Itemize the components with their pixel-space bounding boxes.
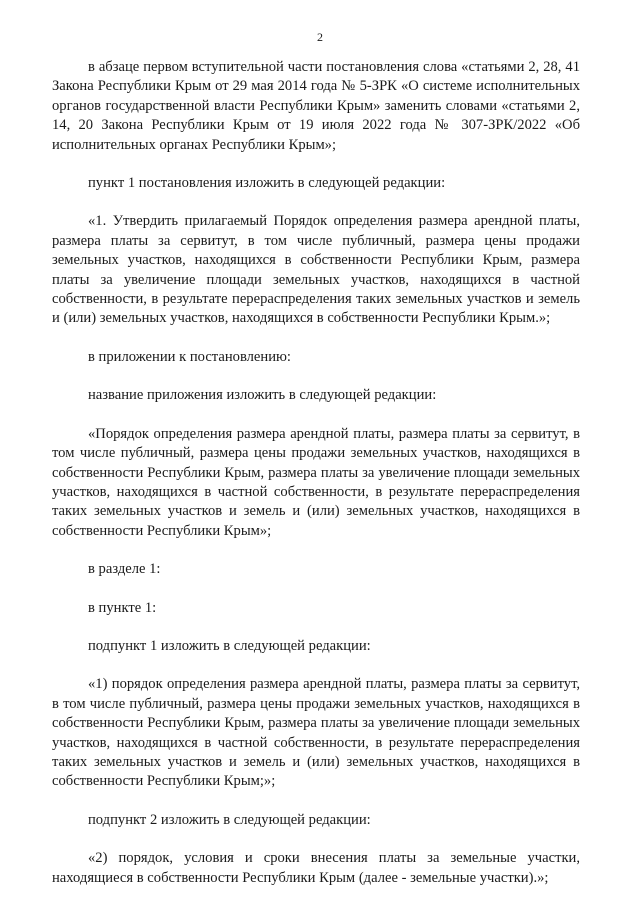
paragraph-appendix-intro: в приложении к постановлению: [88,348,291,365]
paragraph-subitem-1-text: «1) порядок определения размера арендной платы, размера платы за сервитут, в том числе публичный, размера цены продажи земельных участков, находящихся в собственности Республики Крым, размера платы за увеличение площади земельных участков, находящихся в частной собственности, в результате перераспределения таких земельных участков и земель и (или) земельных участков, находящихся в собственности Республики Крым;»; [52,676,580,790]
page-number: 2 [317,30,323,44]
paragraph-appendix-title-text: «Порядок определения размера арендной платы, размера платы за сервитут, в том числе публичный, размера цены продажи земельных участков, находящихся в собственности Республики Крым, размера платы за увеличение площади земельных участков, находящихся в частной собственности, в результате перераспределения таких земельных участков и земель и (или) земельных участков, находящихся в собственности Республики Крым»; [52,425,580,539]
paragraph-point-1-text: «1. Утвердить прилагаемый Порядок определения размера арендной платы, размера платы за сервитут, в том числе публичный, размера цены продажи земельных участков, находящихся в собственности Республики Крым, размера платы за увеличение площади земельных участков, находящихся в частной собственности, в результате перераспределения таких земельных участков и земель и (или) земельных участков, находящихся в собственности Республики Крым.»; [52,213,580,327]
paragraph-subitem-1-intro: подпункт 1 изложить в следующей редакции: [88,637,371,654]
paragraph-subitem-2-intro: подпункт 2 изложить в следующей редакции: [88,811,371,828]
paragraph-point-1-intro: пункт 1 постановления изложить в следующей редакции: [88,175,446,192]
paragraph-appendix-title-intro: название приложения изложить в следующей редакции: [88,387,437,404]
document-body [52,58,580,888]
paragraph-subitem-2-text: «2) порядок, условия и сроки внесения платы за земельные участки, находящиеся в собственности Республики Крым (далее - земельные участки).»; [52,850,580,886]
paragraph-item-1: в пункте 1: [88,599,157,616]
paragraph-section-1: в разделе 1: [88,561,161,578]
paragraph-preamble-amendment: в абзаце первом вступительной части постановления слова «статьями 2, 28, 41 Закона Республики Крым от 29 мая 2014 года № 5-ЗРК «О системе исполнительных органов государственной власти Республики Крым» заменить словами «статьями 2, 14, 20 Закона Республики Крым от 19 июля 2022 года № 307-ЗРК/2022 «Об исполнительных органах Республики Крым»; [52,59,580,153]
